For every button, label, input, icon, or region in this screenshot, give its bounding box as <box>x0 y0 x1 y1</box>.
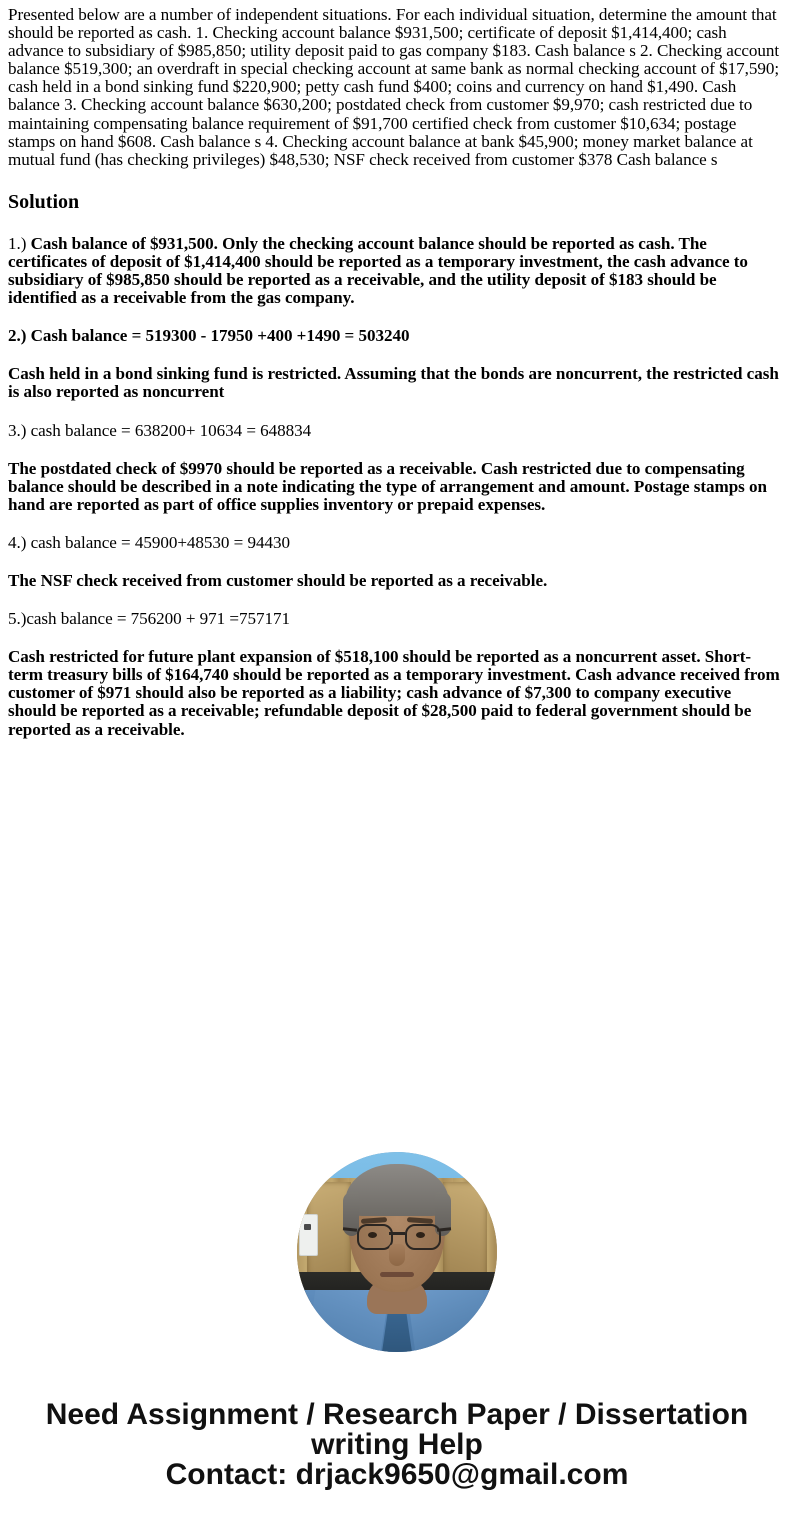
avatar-eyeglass-bridge <box>389 1232 405 1235</box>
avatar <box>297 1152 497 1352</box>
footer-contact-block <box>0 1400 794 1490</box>
answer-1-lead: 1.) <box>8 233 27 253</box>
answer-4-text: 4.) cash balance = 45900+48530 = 94430 <box>8 532 290 552</box>
avatar-eye-right <box>416 1232 425 1238</box>
answer-3-text: 3.) cash balance = 638200+ 10634 = 648834 <box>8 420 312 440</box>
note-3 <box>8 460 786 514</box>
answer-4 <box>8 534 786 552</box>
note-2 <box>8 365 786 401</box>
note-5-text: Cash restricted for future plant expansion of $518,100 should be reported as a noncurrent asset. Short-term treasury bills of $164,740 should be reported as a temporary investment. Cash advance received from customer of $971 should also be reported as a liability; cash advance of $7,300 to company executive should be reported as a receivable; refundable deposit of $28,500 paid to federal government should be reported as a receivable. <box>8 647 780 739</box>
note-2-text: Cash held in a bond sinking fund is restricted. Assuming that the bonds are noncurrent, the restricted cash is also reported as noncurrent <box>8 364 779 402</box>
answer-2 <box>8 327 786 345</box>
answer-1-text: Cash balance of $931,500. Only the checking account balance should be reported as cash. The certificates of deposit of $1,414,400 should be reported as a temporary investment, the cash advance to subsidiary of $985,850 should be reported as a receivable, and the utility deposit of $183 should be identified as a receivable from the gas company. <box>8 233 748 308</box>
solution-heading: Solution <box>8 190 80 213</box>
answer-3 <box>8 422 786 440</box>
avatar-container <box>0 1152 794 1352</box>
answer-2-text: 2.) Cash balance = 519300 - 17950 +400 +1490 = 503240 <box>8 326 410 346</box>
avatar-eye-left <box>368 1232 377 1238</box>
answer-1 <box>8 235 786 307</box>
note-4-text: The NSF check received from customer should be reported as a receivable. <box>8 570 548 590</box>
footer-line-1: Need Assignment / Research Paper / Dissertation <box>45 1398 749 1431</box>
intro-paragraph: Presented below are a number of independent situations. For each individual situation, determine the amount that should be reported as cash. 1. Checking account balance $931,500; certificate of deposit $1,414,400; cash advance to subsidiary of $985,850; utility deposit paid to gas company $183. Cash balance s 2. Checking account balance $519,300; an overdraft in special checking account at same bank as normal checking account of $17,590; cash held in a bond sinking fund $220,900; petty cash fund $400; coins and currency on hand $1,490. Cash balance 3. Checking account balance $630,200; postdated check from customer $9,970; cash restricted due to maintaining compensating balance requirement of $91,700 certified check from customer $10,634; postage stamps on hand $608. Cash balance s 4. Checking account balance at bank $45,900; money market balance at mutual fund (has checking privileges) $48,530; NSF check received from customer $378 Cash balance s <box>8 5 780 169</box>
answer-5 <box>8 610 786 628</box>
note-4 <box>8 572 786 590</box>
footer-line-2: writing Help <box>311 1428 483 1461</box>
note-3-text: The postdated check of $9970 should be reported as a receivable. Cash restricted due to compensating balance should be described in a note indicating the type of arrangement and amount. Postage stamps on hand are reported as part of office supplies inventory or prepaid expenses. <box>8 458 767 514</box>
avatar-nose <box>389 1244 405 1266</box>
note-5 <box>8 648 786 738</box>
avatar-mouth <box>380 1272 414 1277</box>
footer-contact-email: Contact: drjack9650@gmail.com <box>165 1458 629 1491</box>
answer-5-text: 5.)cash balance = 756200 + 971 =757171 <box>8 609 290 629</box>
avatar-light-switch <box>299 1214 318 1256</box>
solution-answers-list <box>8 235 786 739</box>
